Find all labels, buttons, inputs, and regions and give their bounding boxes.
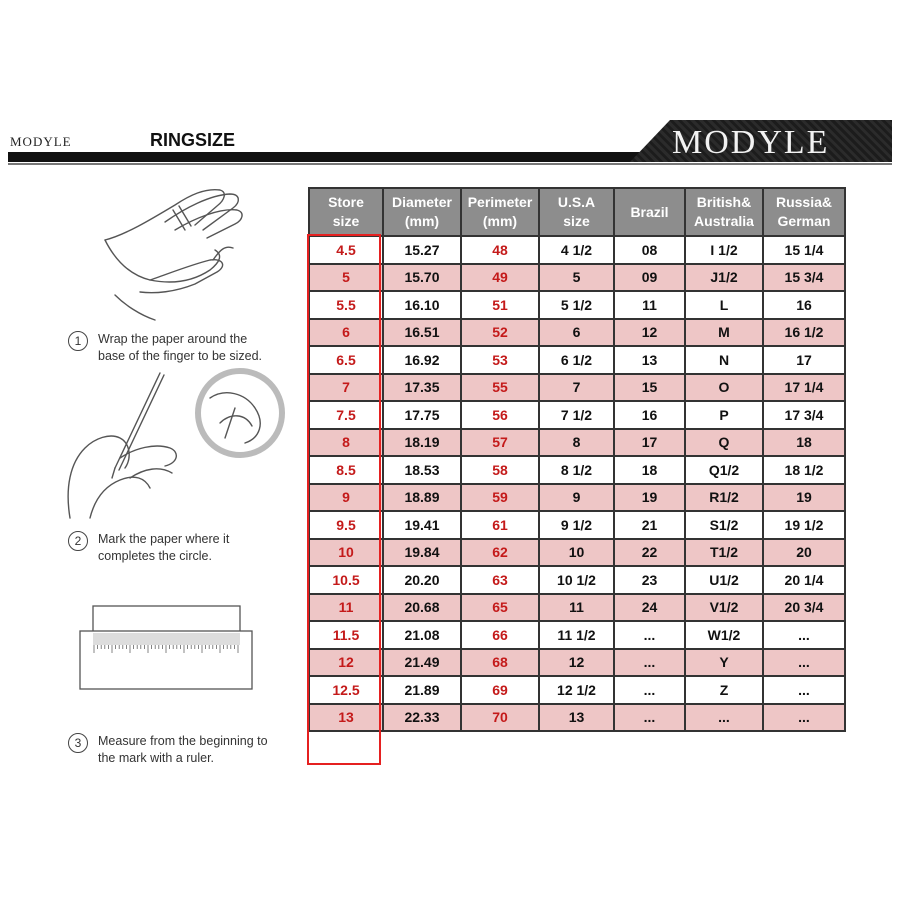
cell-diameter: 16.10 [383,291,461,319]
cell-usa-size: 8 1/2 [539,456,614,484]
cell-russia-size: 16 1/2 [763,319,845,347]
cell-diameter: 18.53 [383,456,461,484]
cell-british-size: N [685,346,763,374]
cell-brazil: 15 [614,374,685,402]
step-1-number: 1 [68,331,88,351]
cell-british-size: S1/2 [685,511,763,539]
ruler-illustration [78,603,258,693]
cell-diameter: 15.27 [383,236,461,264]
cell-store-size: 6.5 [309,346,383,374]
cell-brazil: 13 [614,346,685,374]
cell-british-size: J1/2 [685,264,763,292]
cell-usa-size: 7 1/2 [539,401,614,429]
cell-perimeter: 48 [461,236,539,264]
page-title: RINGSIZE [150,130,236,150]
table-row [309,566,845,594]
cell-usa-size: 5 1/2 [539,291,614,319]
step-1-line-2: base of the finger to be sized. [98,349,262,363]
cell-perimeter: 52 [461,319,539,347]
step-2-line-2: completes the circle. [98,549,212,563]
table-row [309,236,845,264]
cell-diameter: 18.19 [383,429,461,457]
cell-russia-size: 18 1/2 [763,456,845,484]
cell-british-size: R1/2 [685,484,763,512]
table-row [309,401,845,429]
cell-usa-size: 11 1/2 [539,621,614,649]
cell-brazil: 18 [614,456,685,484]
cell-store-size: 7 [309,374,383,402]
table-header-row [309,188,845,236]
cell-diameter: 19.41 [383,511,461,539]
cell-usa-size: 8 [539,429,614,457]
table-row [309,511,845,539]
cell-brazil: 12 [614,319,685,347]
cell-brazil: 24 [614,594,685,622]
cell-perimeter: 59 [461,484,539,512]
cell-usa-size: 7 [539,374,614,402]
cell-diameter: 20.68 [383,594,461,622]
cell-diameter: 21.89 [383,676,461,704]
mark-paper-illustration [60,368,285,523]
cell-russia-size: 15 1/4 [763,236,845,264]
cell-russia-size: 16 [763,291,845,319]
cell-usa-size: 11 [539,594,614,622]
cell-store-size: 6 [309,319,383,347]
header-usa-size: U.S.A size [539,188,614,236]
cell-perimeter: 70 [461,704,539,732]
cell-brazil: 11 [614,291,685,319]
cell-store-size: 9 [309,484,383,512]
cell-brazil: ... [614,704,685,732]
cell-brazil: 22 [614,539,685,567]
brand-logo-large: MODYLE [672,124,830,161]
step-1-line-1: Wrap the paper around the [98,332,248,346]
cell-diameter: 21.08 [383,621,461,649]
cell-usa-size: 9 [539,484,614,512]
header-divider-thin [8,163,892,165]
header-british-australia: British& Australia [685,188,763,236]
cell-diameter: 17.35 [383,374,461,402]
cell-russia-size: 20 3/4 [763,594,845,622]
cell-brazil: ... [614,621,685,649]
table-row [309,539,845,567]
cell-brazil: 19 [614,484,685,512]
cell-perimeter: 53 [461,346,539,374]
cell-perimeter: 58 [461,456,539,484]
table-row [309,291,845,319]
cell-brazil: 17 [614,429,685,457]
table-row [309,319,845,347]
cell-store-size: 12.5 [309,676,383,704]
cell-store-size: 10 [309,539,383,567]
cell-perimeter: 63 [461,566,539,594]
cell-russia-size: ... [763,704,845,732]
cell-russia-size: ... [763,621,845,649]
cell-brazil: 21 [614,511,685,539]
cell-usa-size: 4 1/2 [539,236,614,264]
cell-perimeter: 69 [461,676,539,704]
table-row [309,594,845,622]
cell-diameter: 18.89 [383,484,461,512]
cell-diameter: 21.49 [383,649,461,677]
header-brazil: Brazil [614,188,685,236]
cell-usa-size: 6 [539,319,614,347]
cell-diameter: 17.75 [383,401,461,429]
cell-russia-size: ... [763,676,845,704]
cell-perimeter: 66 [461,621,539,649]
cell-british-size: U1/2 [685,566,763,594]
cell-perimeter: 55 [461,374,539,402]
cell-british-size: T1/2 [685,539,763,567]
cell-brazil: 16 [614,401,685,429]
cell-perimeter: 49 [461,264,539,292]
cell-brazil: 08 [614,236,685,264]
cell-store-size: 13 [309,704,383,732]
cell-store-size: 5.5 [309,291,383,319]
cell-perimeter: 62 [461,539,539,567]
cell-brazil: 23 [614,566,685,594]
step-2-number: 2 [68,531,88,551]
cell-russia-size: 18 [763,429,845,457]
cell-russia-size: 19 1/2 [763,511,845,539]
cell-perimeter: 56 [461,401,539,429]
cell-store-size: 4.5 [309,236,383,264]
cell-store-size: 12 [309,649,383,677]
table-row [309,429,845,457]
cell-diameter: 15.70 [383,264,461,292]
cell-british-size: P [685,401,763,429]
table-row [309,346,845,374]
cell-store-size: 5 [309,264,383,292]
cell-usa-size: 10 1/2 [539,566,614,594]
header-russia-german: Russia& German [763,188,845,236]
table-row [309,456,845,484]
header-bar [0,118,900,168]
cell-store-size: 11 [309,594,383,622]
cell-russia-size: 15 3/4 [763,264,845,292]
cell-store-size: 7.5 [309,401,383,429]
cell-diameter: 20.20 [383,566,461,594]
header-diameter: Diameter (mm) [383,188,461,236]
cell-russia-size: 17 [763,346,845,374]
cell-russia-size: 19 [763,484,845,512]
table-row [309,649,845,677]
cell-perimeter: 51 [461,291,539,319]
cell-usa-size: 13 [539,704,614,732]
cell-usa-size: 12 [539,649,614,677]
step-1 [68,331,262,365]
cell-usa-size: 9 1/2 [539,511,614,539]
cell-store-size: 9.5 [309,511,383,539]
cell-perimeter: 65 [461,594,539,622]
ring-size-table [308,187,846,732]
cell-british-size: Y [685,649,763,677]
cell-diameter: 16.51 [383,319,461,347]
cell-perimeter: 57 [461,429,539,457]
step-3-number: 3 [68,733,88,753]
cell-store-size: 11.5 [309,621,383,649]
cell-brazil: ... [614,676,685,704]
table-row [309,621,845,649]
cell-british-size: O [685,374,763,402]
cell-british-size: L [685,291,763,319]
cell-usa-size: 5 [539,264,614,292]
header-store-size: Store size [309,188,383,236]
cell-brazil: 09 [614,264,685,292]
cell-russia-size: 17 1/4 [763,374,845,402]
cell-british-size: Q1/2 [685,456,763,484]
table-row [309,374,845,402]
hand-wrap-illustration [95,180,275,325]
step-2 [68,531,229,565]
cell-british-size: V1/2 [685,594,763,622]
cell-british-size: W1/2 [685,621,763,649]
table-row [309,676,845,704]
cell-store-size: 8 [309,429,383,457]
cell-brazil: ... [614,649,685,677]
cell-british-size: Q [685,429,763,457]
cell-perimeter: 61 [461,511,539,539]
table-row [309,264,845,292]
brand-logo-small: MODYLE [10,134,72,149]
header-perimeter: Perimeter (mm) [461,188,539,236]
step-3-line-2: the mark with a ruler. [98,751,215,765]
cell-usa-size: 10 [539,539,614,567]
cell-usa-size: 12 1/2 [539,676,614,704]
cell-russia-size: 20 [763,539,845,567]
cell-russia-size: 17 3/4 [763,401,845,429]
cell-british-size: I 1/2 [685,236,763,264]
table-row [309,704,845,732]
cell-diameter: 22.33 [383,704,461,732]
cell-british-size: ... [685,704,763,732]
cell-diameter: 19.84 [383,539,461,567]
cell-russia-size: 20 1/4 [763,566,845,594]
cell-usa-size: 6 1/2 [539,346,614,374]
cell-russia-size: ... [763,649,845,677]
table-row [309,484,845,512]
cell-perimeter: 68 [461,649,539,677]
cell-store-size: 10.5 [309,566,383,594]
cell-diameter: 16.92 [383,346,461,374]
step-3-line-1: Measure from the beginning to [98,734,268,748]
step-2-line-1: Mark the paper where it [98,532,230,546]
step-3 [68,733,268,767]
cell-store-size: 8.5 [309,456,383,484]
cell-british-size: Z [685,676,763,704]
cell-british-size: M [685,319,763,347]
